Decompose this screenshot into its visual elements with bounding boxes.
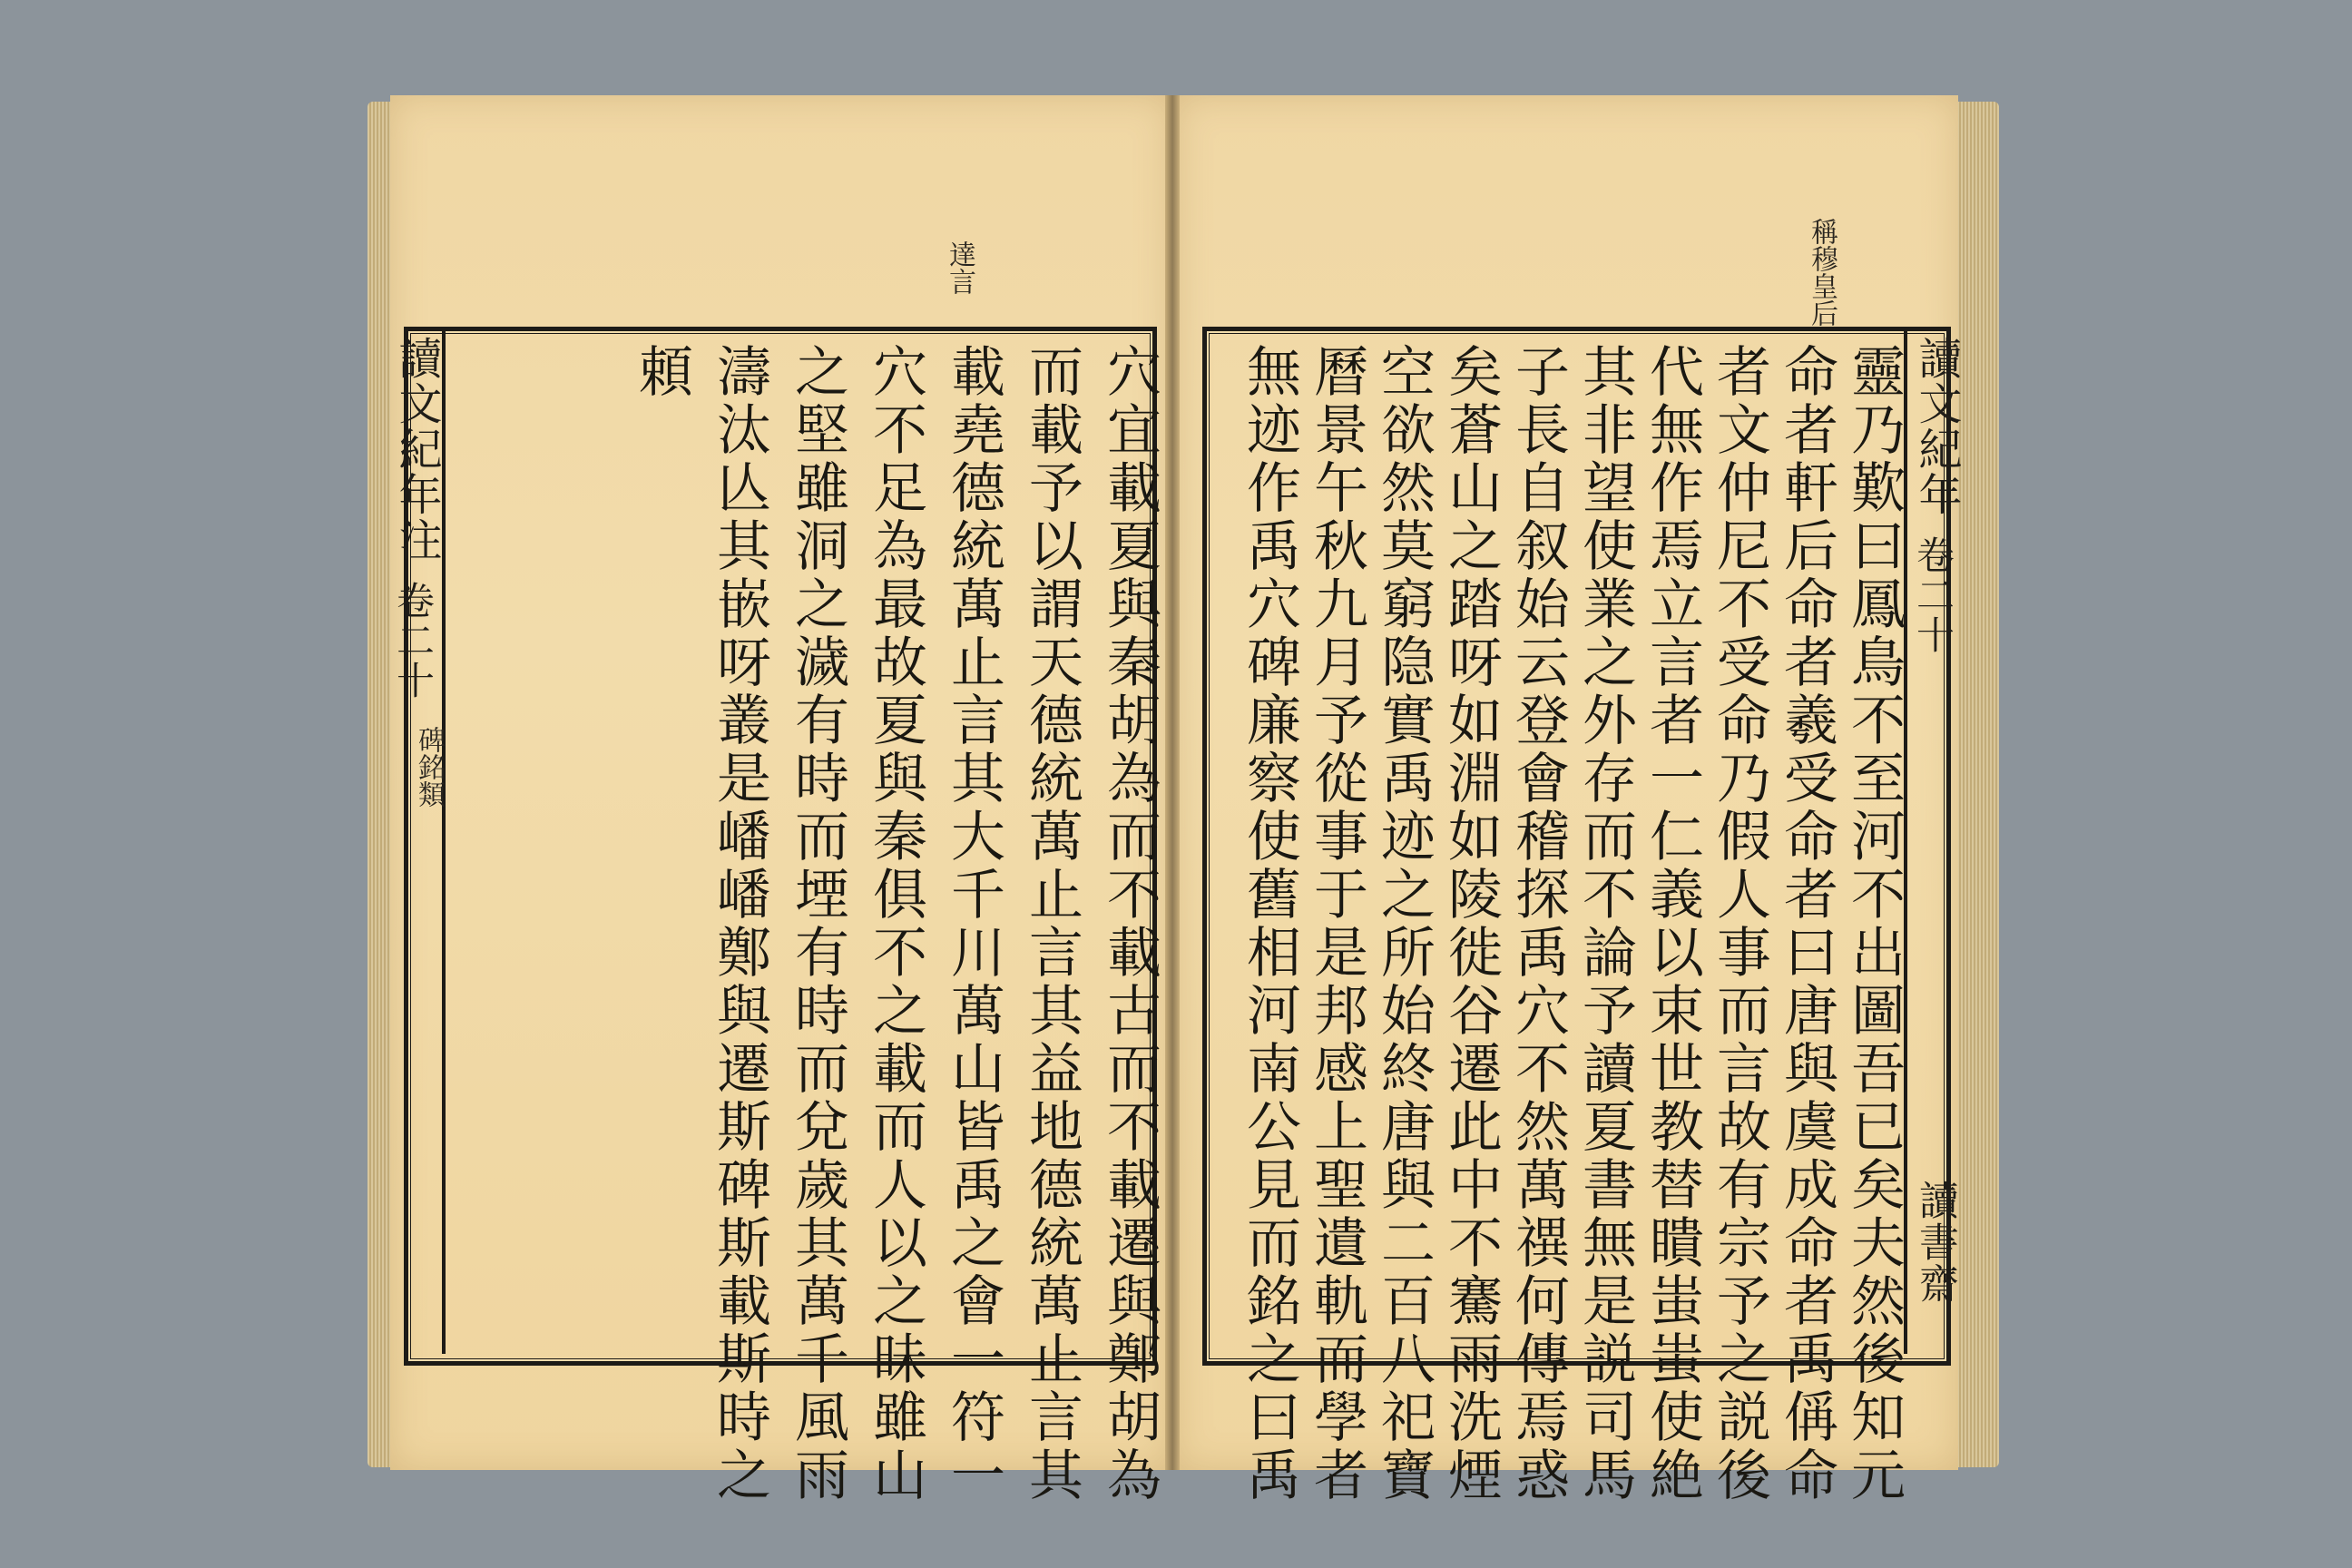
right-text-column: 代無作焉立言者一仁義以束世教替瞶蚩蚩使絶 [1641, 343, 1704, 1504]
right-text-column: 空欲然莫窮隐實禹迹之所始終唐與二百八祀寶 [1372, 343, 1436, 1504]
right-text-column: 子長自叙始云登會稽探禹穴不然萬禩何傳焉惑 [1506, 343, 1570, 1504]
left-text-column: 載堯德統萬止言其大千川萬山皆禹之會一符一 [942, 343, 1005, 1504]
left-text-column: 而載予以謂天德統萬止言其益地德統萬止言其 [1020, 343, 1083, 1504]
right-text-column: 矣蒼山之踏呀如淵如陵徙谷遷此中不騫雨洗煙 [1439, 343, 1503, 1504]
right-spine-publisher: 讀書齋 [1912, 1180, 1958, 1305]
left-spine-title: 讀文紀年注 [391, 336, 442, 563]
right-text-column: 命者軒后命者羲受命者曰唐與虞成命者禹偁命 [1775, 343, 1838, 1504]
left-margin-note: 達言 [944, 240, 975, 295]
left-text-column: 濤汰亾其嵌呀叢是嶓嶓鄭與遷斯碑斯載斯時之 [708, 343, 771, 1504]
left-text-column: 之堅雖洞之濊有時而堙有時而兌歲其萬千風雨 [786, 343, 849, 1504]
right-spine-title: 讀文紀年 [1911, 336, 1962, 517]
right-text-column: 其非望使業之外存而不論予讀夏書無是説司馬 [1573, 343, 1637, 1504]
left-spine-category: 碑銘類 [413, 726, 445, 808]
right-text-column: 者文仲尼不受命乃假人事而言故有宗予之説後 [1708, 343, 1771, 1504]
left-text-column: 穴宜載夏與秦胡為而不載古而不載遷與鄭胡為 [1098, 343, 1161, 1504]
right-text-column: 靈乃歎曰鳳鳥不至河不出圖吾已矣夫然後知元 [1842, 343, 1906, 1504]
book-gutter [1165, 95, 1180, 1470]
left-text-column: 穴不足為最故夏與秦俱不之載而人以之昧雖山 [864, 343, 927, 1504]
right-text-column: 曆景午秋九月予從事于是邦感上聖遺軌而學者 [1305, 343, 1368, 1504]
right-margin-note: 稱穆皇后 [1806, 218, 1838, 327]
right-spine-volume: 卷二十 [1911, 535, 1955, 655]
left-text-column: 頼 [630, 343, 693, 401]
left-spine-volume: 卷二十 [391, 581, 436, 701]
right-text-column: 無迹作禹穴碑廉察使舊相河南公見而銘之曰禹 [1238, 343, 1301, 1504]
